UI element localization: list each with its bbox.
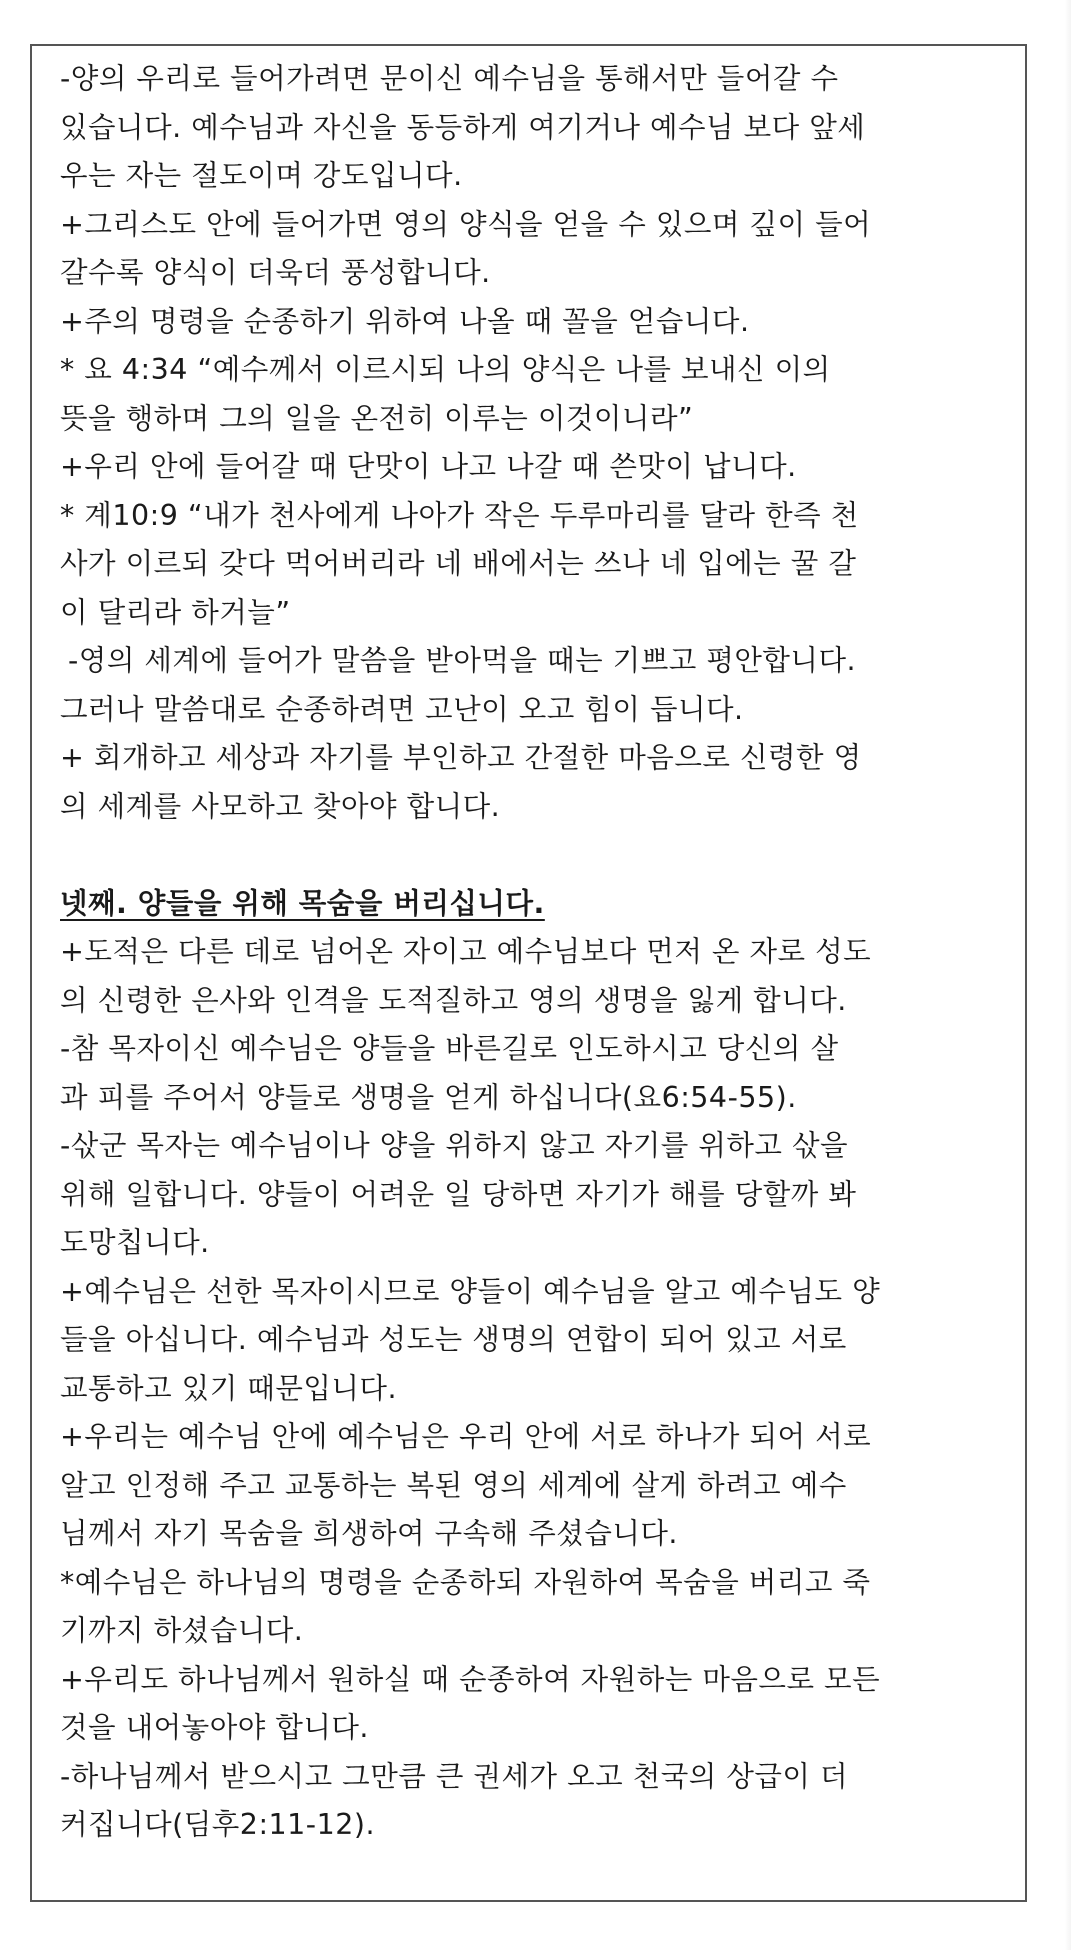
text-line: + 회개하고 세상과 자기를 부인하고 간절한 마음으로 신령한 영 [60, 741, 862, 774]
text-line: +우리도 하나님께서 원하실 때 순종하여 자원하는 마음으로 모든 [60, 1662, 881, 1696]
text-line: +예수님은 선한 목자이시므로 양들이 예수님을 알고 예수님도 양 [60, 1274, 881, 1308]
scan-edge [1065, 0, 1071, 1950]
text-line: +우리는 예수님 안에 예수님은 우리 안에 서로 하나가 되어 서로 [60, 1420, 872, 1453]
document-body [60, 55, 1005, 1850]
text-line: 님께서 자기 목숨을 희생하여 구속해 주셨습니다. [60, 1517, 678, 1550]
text-line: +우리 안에 들어갈 때 단맛이 나고 나갈 때 쓴맛이 납니다. [60, 450, 797, 483]
text-line: 알고 인정해 주고 교통하는 복된 영의 세계에 살게 하려고 예수 [60, 1468, 847, 1502]
text-line: 이 달리라 하거늘” [60, 595, 291, 629]
text-line: 교통하고 있기 때문입니다. [60, 1371, 398, 1405]
text-line: +도적은 다른 데로 넘어온 자이고 예수님보다 먼저 온 자로 성도 [60, 935, 872, 968]
text-line: 사가 이르되 갖다 먹어버리라 네 배에서는 쓰나 네 입에는 꿀 갈 [60, 547, 857, 580]
text-line: -참 목자이신 예수님은 양들을 바른길로 인도하시고 당신의 살 [60, 1032, 839, 1065]
text-line: 위해 일합니다. 양들이 어려운 일 당하면 자기가 해를 당할까 봐 [60, 1177, 857, 1211]
text-line: 도망칩니다. [60, 1226, 210, 1259]
text-line: *예수님은 하나님의 명령을 순종하되 자원하여 목숨을 버리고 죽 [60, 1565, 871, 1599]
text-line: 그러나 말씀대로 순종하려면 고난이 오고 힘이 듭니다. [60, 692, 744, 726]
text-line: -양의 우리로 들어가려면 문이신 예수님을 통해서만 들어갈 수 [60, 62, 839, 95]
text-line: 과 피를 주어서 양들로 생명을 얻게 하십니다(요6:54-55). [60, 1080, 797, 1114]
section-heading: 넷째. 양들을 위해 목숨을 버리십니다. [60, 886, 545, 920]
text-line: +그리스도 안에 들어가면 영의 양식을 얻을 수 있으며 깊이 들어 [60, 207, 872, 241]
text-line: -삯군 목자는 예수님이나 양을 위하지 않고 자기를 위하고 삯을 [60, 1129, 849, 1162]
text-line: 기까지 하셨습니다. [60, 1614, 304, 1647]
text-line: 것을 내어놓아야 합니다. [60, 1711, 369, 1744]
text-line: -하나님께서 받으시고 그만큼 큰 권세가 오고 천국의 상급이 더 [60, 1759, 849, 1793]
text-line: * 계10:9 “내가 천사에게 나아가 작은 두루마리를 달라 한즉 천 [60, 498, 859, 532]
text-line: +주의 명령을 순종하기 위하여 나올 때 꼴을 얻습니다. [60, 304, 750, 338]
text-line: 있습니다. 예수님과 자신을 동등하게 여기거나 예수님 보다 앞세 [60, 110, 866, 144]
text-line: 뜻을 행하며 그의 일을 온전히 이루는 이것이니라” [60, 401, 694, 435]
text-line: 의 세계를 사모하고 찾아야 합니다. [60, 789, 501, 823]
text-line: 커집니다(딤후2:11-12). [60, 1808, 376, 1841]
text-line: 갈수록 양식이 더욱더 풍성합니다. [60, 256, 491, 289]
text-line: 의 신령한 은사와 인격을 도적질하고 영의 생명을 잃게 합니다. [60, 983, 847, 1017]
text-line: 들을 아십니다. 예수님과 성도는 생명의 연합이 되어 있고 서로 [60, 1323, 847, 1356]
text-line: 우는 자는 절도이며 강도입니다. [60, 159, 463, 192]
text-line: -영의 세계에 들어가 말씀을 받아먹을 때는 기쁘고 평안합니다. [68, 644, 857, 677]
blank-line [60, 831, 1005, 880]
text-line: * 요 4:34 “예수께서 이르시되 나의 양식은 나를 보내신 이의 [60, 353, 831, 386]
